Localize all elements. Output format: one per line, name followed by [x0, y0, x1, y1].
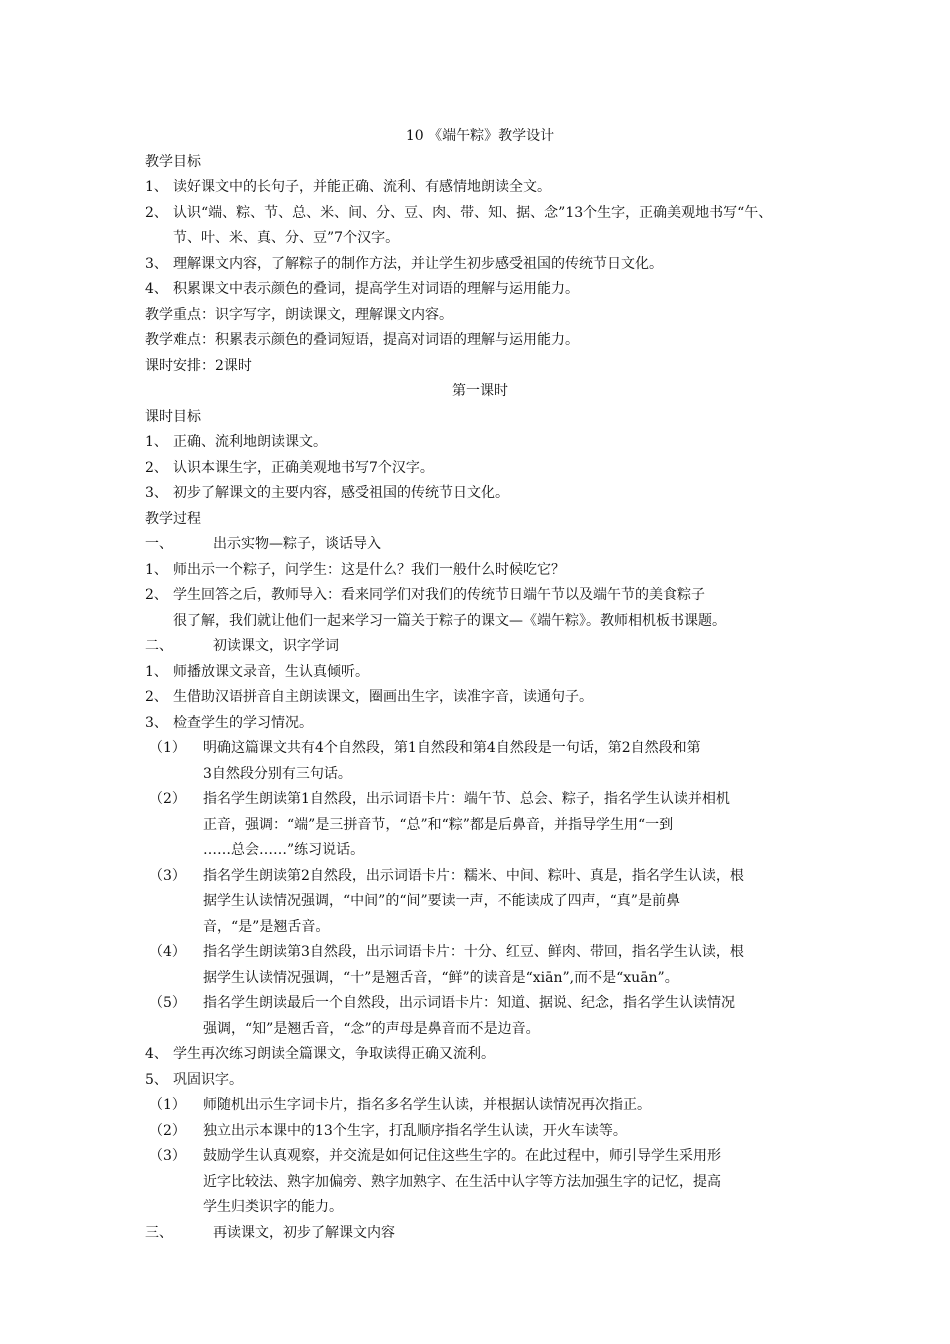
sub-text: 独立出示本课中的13个生字，打乱顺序指名学生认读，开火车读等。 — [203, 1122, 627, 1139]
lesson-goals-heading: 课时目标 — [145, 408, 201, 425]
goal-number: 4、 — [145, 281, 168, 297]
sub-text-line: 指名学生朗读最后一个自然段，出示词语卡片：知道、据说、纪念，指名学生认读情况 — [203, 995, 735, 1011]
item-text: 师出示一个粽子，问学生：这是什么？我们一般什么时候吃它？ — [173, 561, 565, 578]
sub-number: （1） — [149, 1097, 186, 1113]
goal-number: 3、 — [145, 255, 168, 272]
item-text-line: 学生回答之后，教师导入：看来同学们对我们的传统节日端午节以及端午节的美食粽子 — [173, 587, 705, 603]
check-item — [145, 736, 815, 787]
section-number: 一、 — [145, 536, 173, 552]
lesson-goal-item — [145, 481, 815, 507]
lesson-goal-item — [145, 456, 815, 482]
goal-item — [145, 201, 815, 252]
sub-text — [203, 864, 815, 941]
consolidate-item — [145, 1144, 815, 1221]
section-text: 出示实物—粽子，谈话导入 — [213, 536, 381, 552]
item-text: 学生再次练习朗读全篇课文，争取读得正确又流利。 — [173, 1046, 495, 1062]
section-number: 二、 — [145, 638, 173, 654]
section1-item — [145, 583, 815, 634]
sub-number: （1） — [149, 740, 186, 756]
consolidate-item — [145, 1093, 815, 1119]
sub-text-line: ……总会……”练习说话。 — [203, 842, 365, 858]
consolidate-item — [145, 1119, 815, 1145]
sub-text — [203, 787, 815, 864]
section-heading — [145, 1221, 815, 1247]
check-item — [145, 991, 815, 1042]
sub-number: （3） — [149, 1148, 186, 1164]
section2-item — [145, 660, 815, 686]
sub-number: （2） — [149, 791, 186, 807]
sub-text — [203, 991, 815, 1042]
schedule: 课时安排：2课时 — [145, 357, 252, 374]
section2-item — [145, 685, 815, 711]
goal-number: 2、 — [145, 204, 168, 221]
item-number: 1、 — [145, 561, 168, 578]
check-item — [145, 940, 815, 991]
key-point: 教学重点：识字写字，朗读课文，理解课文内容。 — [145, 306, 453, 323]
sub-number: （3） — [149, 867, 186, 884]
item-number: 2、 — [145, 587, 168, 603]
lesson-goal-text: 初步了解课文的主要内容，感受祖国的传统节日文化。 — [173, 485, 509, 501]
sub-number: （5） — [149, 995, 186, 1011]
goal-number: 1、 — [145, 179, 168, 195]
goal-text: 读好课文中的长句子，并能正确、流利、有感情地朗读全文。 — [173, 179, 551, 195]
sub-text-line: 音，“是”是翘舌音。 — [203, 918, 330, 935]
lesson-goal-number: 2、 — [145, 459, 168, 476]
section-text: 再读课文，初步了解课文内容 — [213, 1224, 395, 1241]
goal-text — [173, 201, 815, 252]
goal-item — [145, 252, 815, 278]
sub-text-line: 鼓励学生认真观察，并交流是如何记住这些生字的。在此过程中，师引导学生采用形 — [203, 1148, 721, 1164]
lesson-goal-text: 正确、流利地朗读课文。 — [173, 434, 327, 450]
sub-text-line: 据学生认读情况强调，“十”是翘舌音，“鲜”的读音是“xiān”,而不是“xuān”。 — [203, 969, 679, 986]
sub-text-line: 强调，“知”是翘舌音，“念”的声母是鼻音而不是边音。 — [203, 1020, 540, 1037]
goal-text-line: 节、叶、米、真、分、豆”7个汉字。 — [173, 230, 400, 246]
item-text — [173, 583, 815, 634]
goals-heading: 教学目标 — [145, 153, 201, 170]
goal-text: 理解课文内容，了解粽子的制作方法，并让学生初步感受祖国的传统节日文化。 — [173, 255, 663, 272]
lesson-goal-text: 认识本课生字，正确美观地书写7个汉字。 — [173, 459, 434, 476]
section-heading — [145, 634, 815, 660]
check-item — [145, 787, 815, 864]
check-item — [145, 864, 815, 941]
item-number: 4、 — [145, 1046, 168, 1062]
section1-item — [145, 558, 815, 584]
sub-text-line: 明确这篇课文共有4个自然段，第1自然段和第4自然段是一句话，第2自然段和第 — [203, 740, 701, 756]
item-text: 师播放课文录音，生认真倾听。 — [173, 663, 369, 680]
goal-text: 积累课文中表示颜色的叠词，提高学生对词语的理解与运用能力。 — [173, 281, 579, 297]
sub-number: （4） — [149, 944, 186, 960]
sub-text: 师随机出示生字词卡片，指名多名学生认读，并根据认读情况再次指正。 — [203, 1097, 651, 1113]
lesson-goal-number: 1、 — [145, 434, 168, 450]
sub-text-line: 正音，强调：“端”是三拼音节，“总”和“粽”都是后鼻音，并指导学生用“一到 — [203, 816, 674, 833]
section-text: 初读课文，识字学词 — [213, 638, 339, 654]
sub-text-line: 指名学生朗读第3自然段，出示词语卡片：十分、红豆、鲜肉、带回，指名学生认读，根 — [203, 944, 744, 960]
lesson-title: 第一课时 — [452, 383, 508, 399]
item-number: 2、 — [145, 689, 168, 705]
item-text: 生借助汉语拼音自主朗读课文，圈画出生字，读准字音，读通句子。 — [173, 689, 593, 705]
sub-text-line: 据学生认读情况强调，“中间”的“间”要读一声，不能读成了四声，“真”是前鼻 — [203, 893, 680, 909]
section2-item — [145, 1042, 815, 1068]
item-text-line: 很了解，我们就让他们一起来学习一篇关于粽子的课文—《端午粽》。教师相机板书课题。 — [173, 612, 726, 629]
sub-text-line: 3自然段分别有三句话。 — [203, 765, 352, 782]
document-title: 10 《端午粽》教学设计 — [405, 128, 555, 144]
item-text: 检查学生的学习情况。 — [173, 714, 313, 731]
item-text: 巩固识字。 — [173, 1071, 243, 1088]
sub-text-line: 学生归类识字的能力。 — [203, 1199, 343, 1215]
sub-text-line: 指名学生朗读第2自然段，出示词语卡片：糯米、中间、粽叶、真是，指名学生认读，根 — [203, 867, 744, 884]
goal-item — [145, 277, 815, 303]
sub-text-line: 指名学生朗读第1自然段，出示词语卡片：端午节、总会、粽子，指名学生认读并相机 — [203, 791, 730, 807]
section-heading — [145, 532, 815, 558]
section-number: 三、 — [145, 1224, 173, 1241]
section2-item — [145, 1068, 815, 1094]
sub-text — [203, 1144, 815, 1221]
lesson-goal-number: 3、 — [145, 485, 168, 501]
sub-text — [203, 940, 815, 991]
section2-item — [145, 711, 815, 737]
document-body — [145, 124, 815, 1246]
process-heading: 教学过程 — [145, 510, 201, 527]
sub-text — [203, 736, 815, 787]
item-number: 3、 — [145, 714, 168, 731]
item-number: 1、 — [145, 663, 168, 680]
difficulty: 教学难点：积累表示颜色的叠词短语，提高对词语的理解与运用能力。 — [145, 332, 579, 348]
item-number: 5、 — [145, 1071, 168, 1088]
sub-text-line: 近字比较法、熟字加偏旁、熟字加熟字、在生活中认字等方法加强生字的记忆，提高 — [203, 1173, 721, 1190]
lesson-goal-item — [145, 430, 815, 456]
goal-text-line: 认识“端、粽、节、总、米、间、分、豆、肉、带、知、据、念”13个生字，正确美观地书写“午、 — [173, 204, 773, 221]
sub-number: （2） — [149, 1122, 186, 1139]
goal-item — [145, 175, 815, 201]
